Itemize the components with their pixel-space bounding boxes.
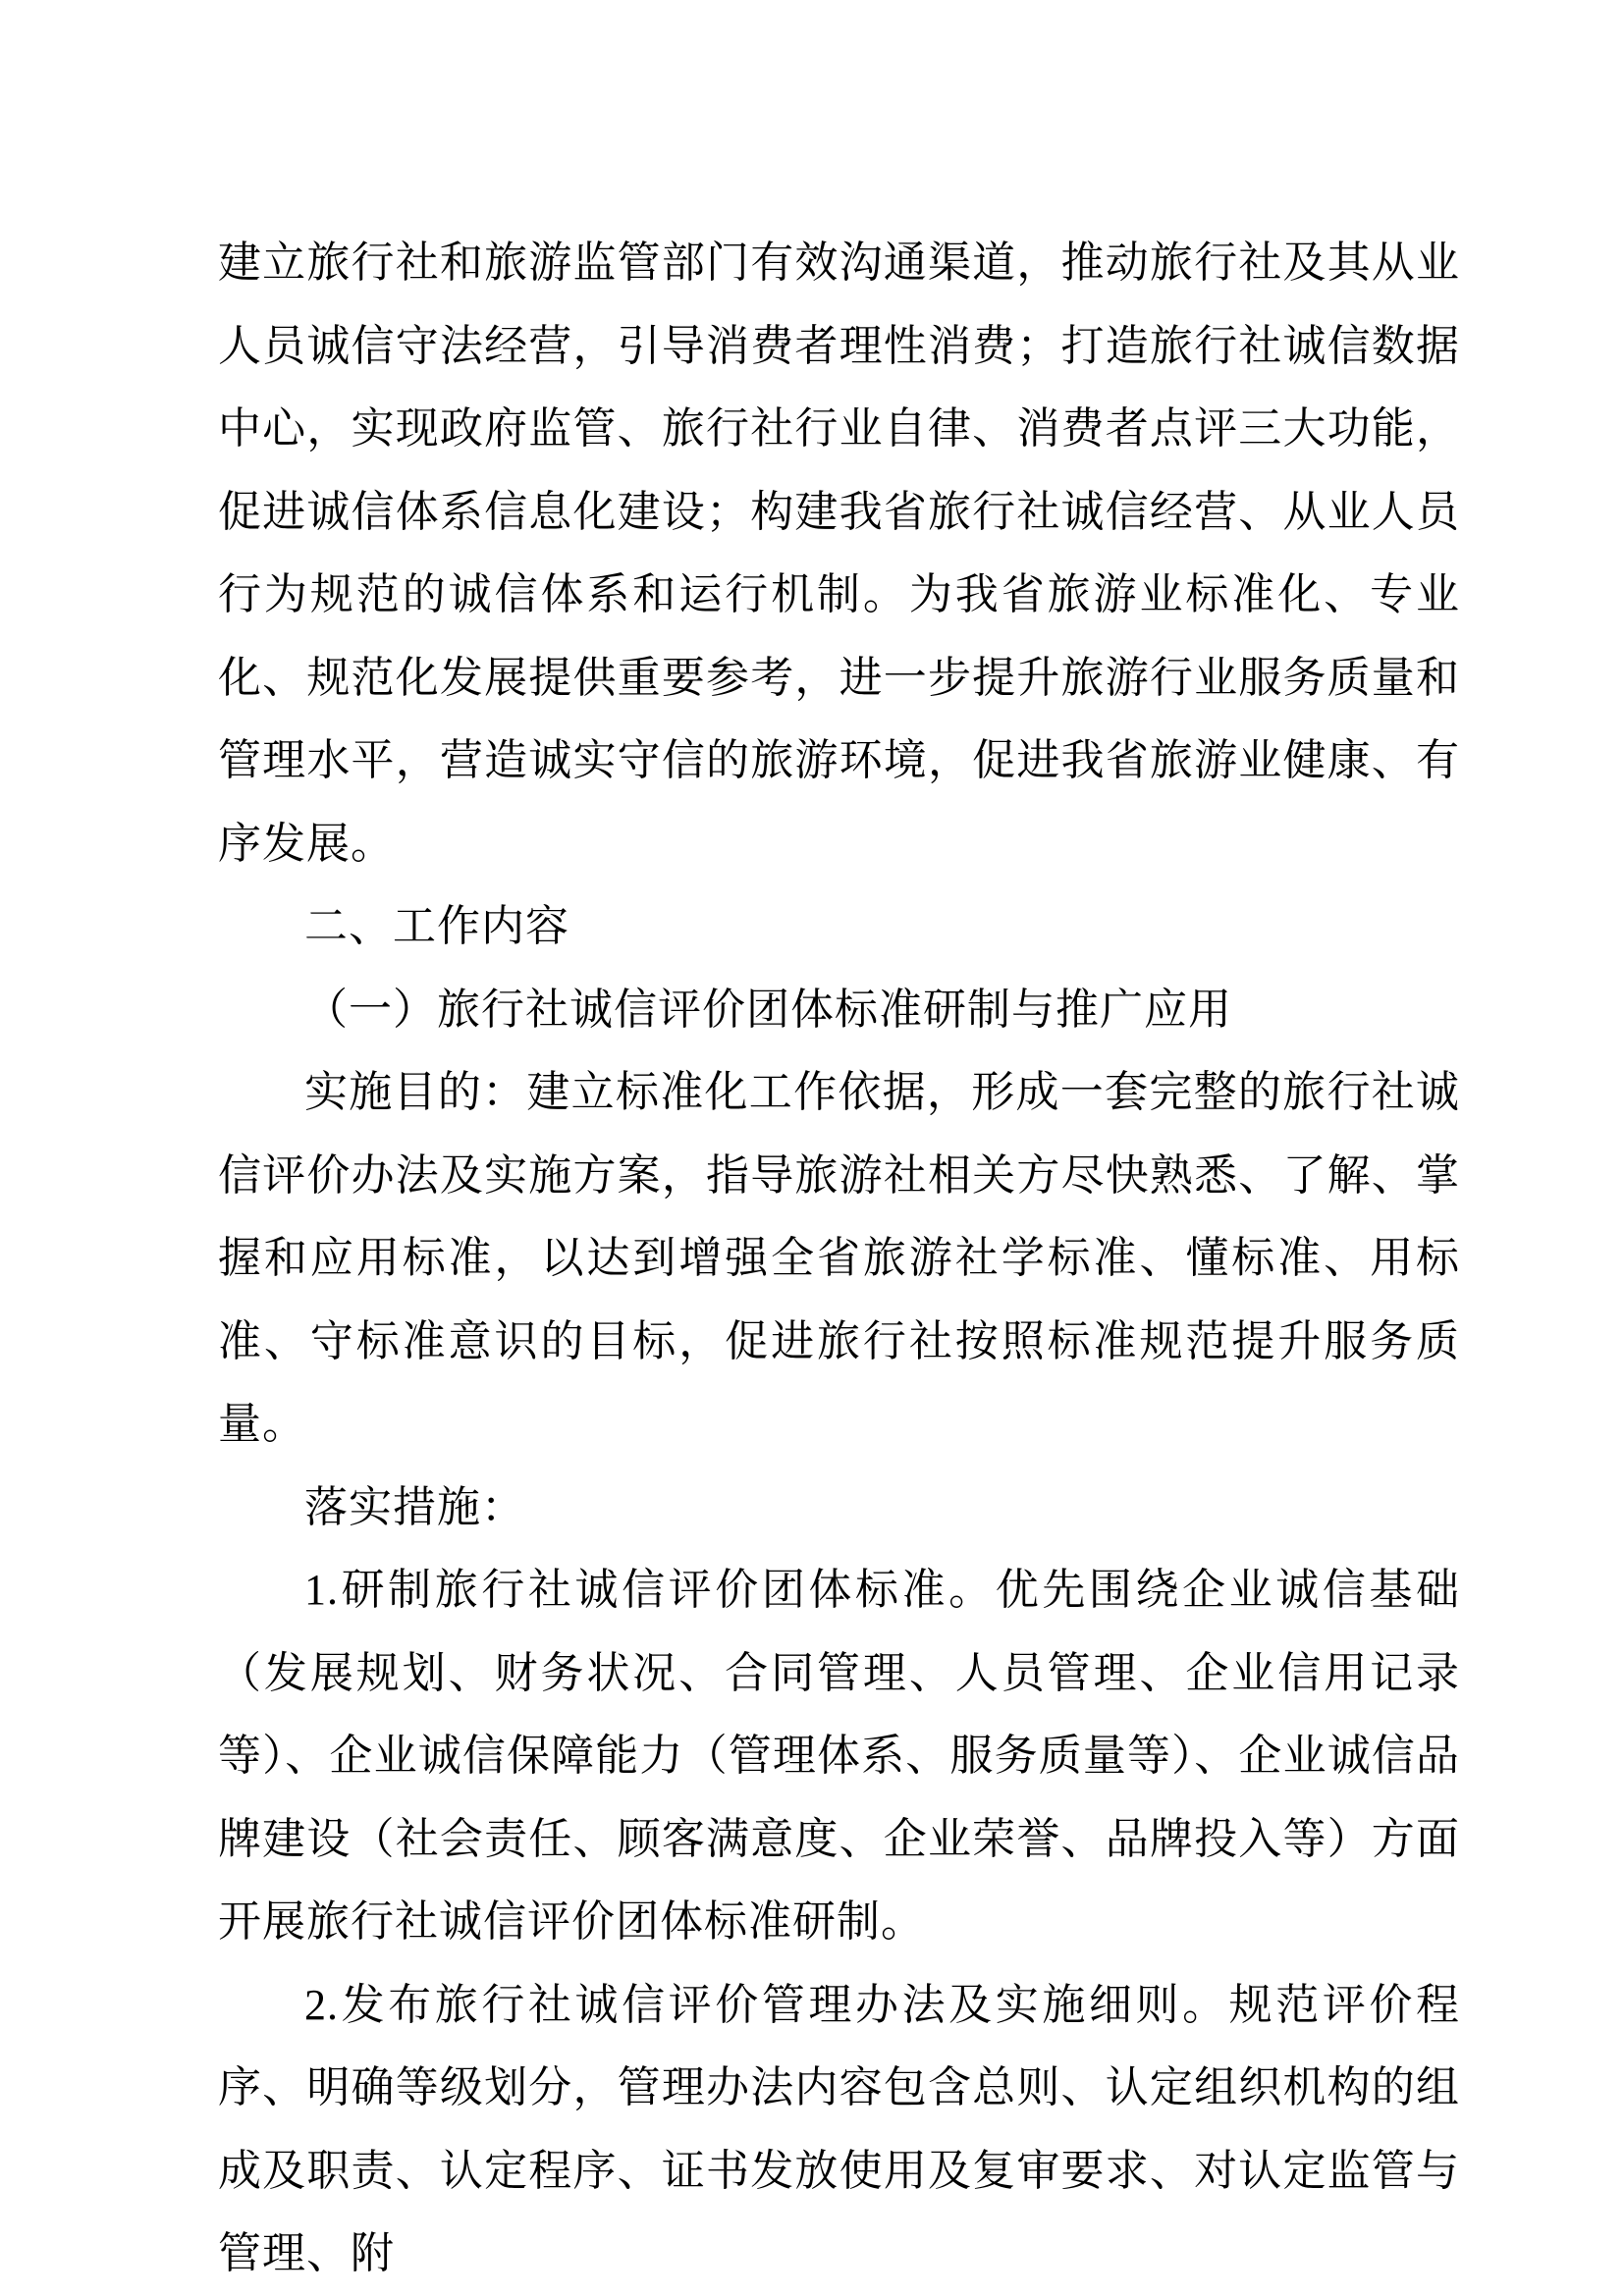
section-heading: 二、工作内容 [304,902,569,950]
subsection-heading: （一）旅行社诚信评价团体标准研制与推广应用 [304,985,1232,1034]
list-item-1: 1.研制旅行社诚信评价团体标准。优先围绕企业诚信基础（发展规划、财务状况、合同管理、人员管理、企业信用记录等）、企业诚信保障能力（管理体系、服务质量等）、企业诚信品牌建设（社会责任、顾客满意度、企业荣誉、品牌投入等）方面开展旅行社诚信评价团体标准研制。 [218,1566,1460,1946]
list-item-2: 2.发布旅行社诚信评价管理办法及实施细则。规范评价程序、明确等级划分，管理办法内容包含总则、认定组织机构的组成及职责、认定程序、证书发放使用及复审要求、对认定监管与管理、附 [218,1980,1460,2277]
text-block [218,222,1460,2296]
paragraph-measures-label: 落实措施： [304,1482,525,1531]
paragraph-continuation: 建立旅行社和旅游监管部门有效沟通渠道，推动旅行社及其从业人员诚信守法经营，引导消费者理性消费；打造旅行社诚信数据中心，实现政府监管、旅行社行业自律、消费者点评三大功能，促进诚信体系信息化建设；构建我省旅行社诚信经营、从业人员行为规范的诚信体系和运行机制。为我省旅游业标准化、专业化、规范化发展提供重要参考，进一步提升旅游行业服务质量和管理水平，营造诚实守信的旅游环境，促进我省旅游业健康、有序发展。 [218,239,1460,868]
paragraph-implementation-purpose: 实施目的：建立标准化工作依据，形成一套完整的旅行社诚信评价办法及实施方案，指导旅游社相关方尽快熟悉、了解、掌握和应用标准，以达到增强全省旅游社学标准、懂标准、用标准、守标准意识的目标，促进旅行社按照标准规范提升服务质量。 [218,1068,1460,1448]
